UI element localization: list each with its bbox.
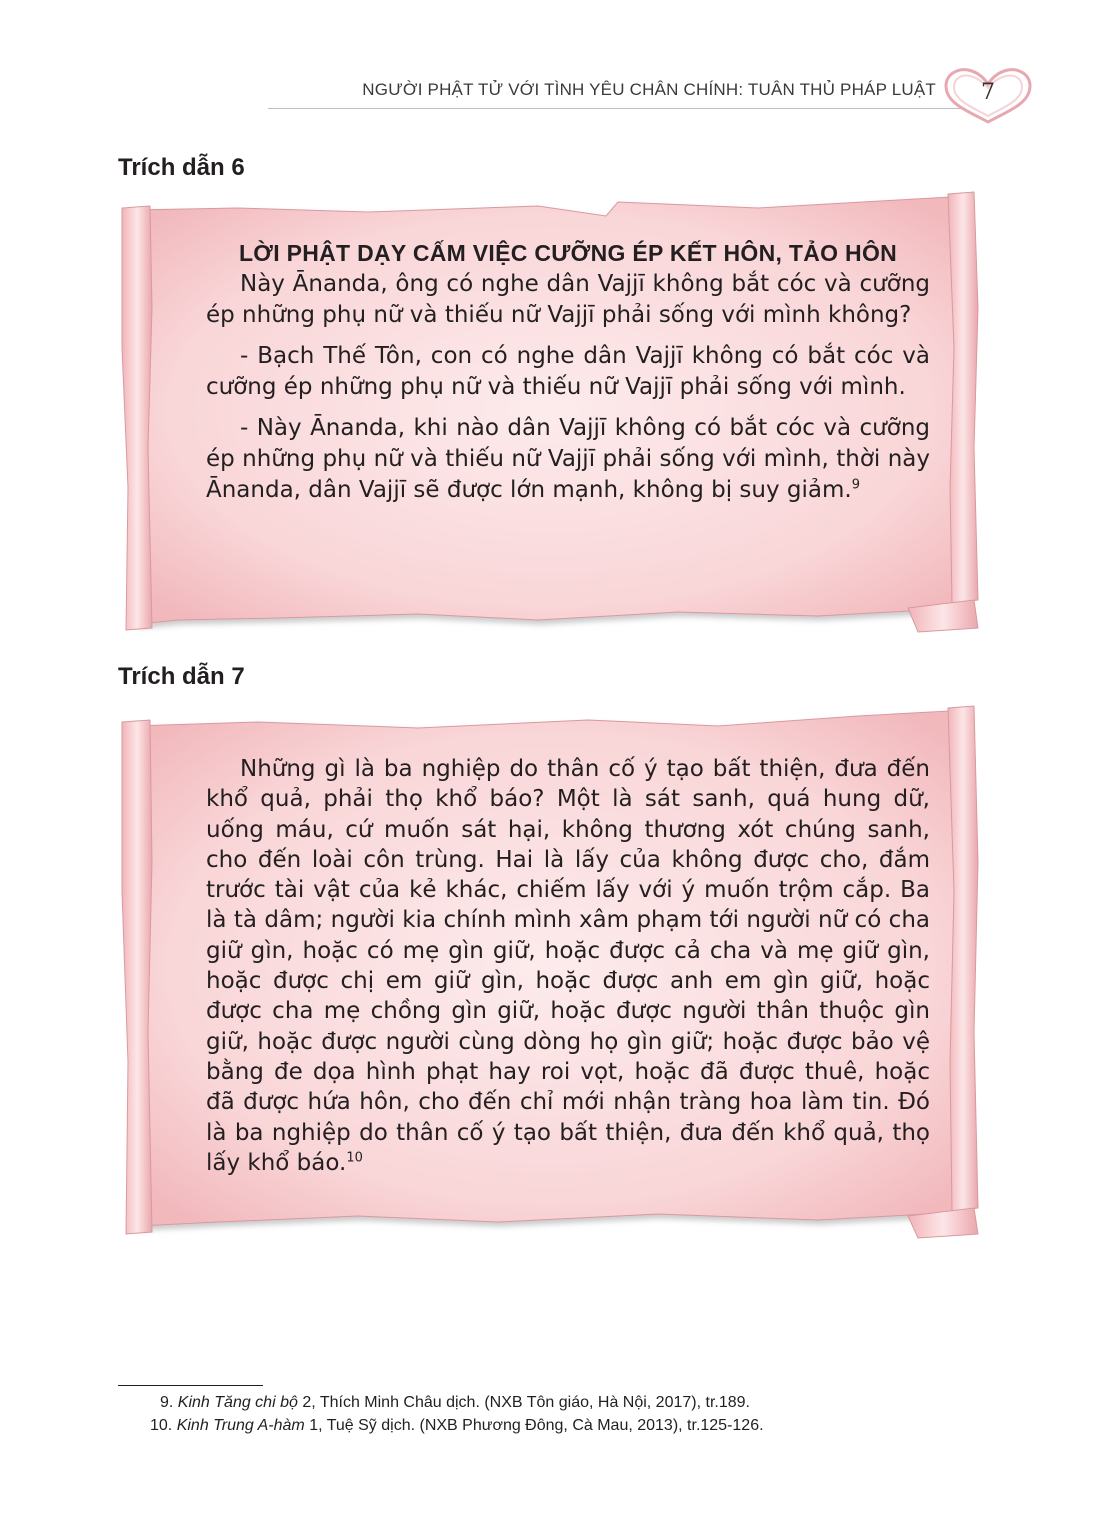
quote-6-title: LỜI PHẬT DẠY CẤM VIỆC CƯỠNG ÉP KẾT HÔN, TẢO HÔN (238, 240, 898, 266)
quote-7-paragraph (206, 754, 930, 1178)
quote-7-text: Những gì là ba nghiệp do thân cố ý tạo bất thiện, đưa đến khổ quả, phải thọ khổ báo? Một là sát sanh, quá hung dữ, uống máu, cứ muốn sát hại, không thương xót chúng sanh, cho đến loài côn trùng. Hai là lấy của không được cho, đắm trước tài vật của kẻ khác, chiếm lấy với ý muốn trộm cắp. Ba là tà dâm; người kia chính mình xâm phạm tới người nữ có cha giữ gìn, hoặc có mẹ gìn giữ, hoặc được cả cha và mẹ giữ gìn, hoặc được chị em giữ gìn, hoặc được anh em gìn giữ, hoặc được cha mẹ chồng gìn giữ, hoặc được người thân thuộc gìn giữ, hoặc được người cùng dòng họ gìn giữ; hoặc được bảo vệ bằng đe dọa hình phạt hay roi vọt, hoặc đã được thuê, hoặc đã được hứa hôn, cho đến chỉ mới nhận tràng hoa làm tin. Đó là ba nghiệp do thân cố ý tạo bất thiện, đưa đến khổ quả, thọ lấy khổ báo. (206, 756, 930, 1176)
section-6-label: Trích dẫn 6 (118, 154, 245, 181)
quote-7-scroll (118, 702, 980, 1240)
footnote-9 (150, 1391, 764, 1414)
footnote-number: 10. (150, 1417, 173, 1434)
footnote-book-title: Kinh Trung A-hàm (176, 1417, 305, 1434)
footnote-detail: 2, Thích Minh Châu dịch. (NXB Tôn giáo, Hà Nội, 2017), tr.189. (297, 1394, 750, 1411)
quote-7-body (206, 754, 930, 1178)
quote-6-paragraph (206, 413, 930, 506)
footnote-book-title: Kinh Tăng chi bộ (177, 1394, 298, 1411)
footnote-ref-9[interactable]: 9 (851, 477, 860, 493)
footnote-detail: 1, Tuệ Sỹ dịch. (NXB Phương Đông, Cà Mau, 2013), tr.125-126. (304, 1417, 764, 1434)
footnote-10 (150, 1414, 764, 1437)
page-number: 7 (981, 80, 995, 105)
quote-6-paragraph: Này Ānanda, ông có nghe dân Vajjī không bắt cóc và cưỡng ép những phụ nữ và thiếu nữ Vajjī phải sống với mình không? (206, 271, 930, 328)
footnote-ref-10[interactable]: 10 (346, 1150, 363, 1166)
footnote-rule (118, 1385, 263, 1386)
quote-6-scroll (118, 188, 980, 636)
running-header-title: NGƯỜI PHẬT TỬ VỚI TÌNH YÊU CHÂN CHÍNH: TUÂN THỦ PHÁP LUẬT (362, 80, 936, 99)
footnotes (150, 1391, 764, 1437)
footnote-number: 9. (160, 1394, 174, 1411)
quote-6-body (206, 238, 930, 506)
quote-6-last-text: - Này Ānanda, khi nào dân Vajjī không có bắt cóc và cưỡng ép những phụ nữ và thiếu nữ Vajjī phải sống với mình, thời này Ānanda, dân Vajjī sẽ được lớn mạnh, không bị suy giảm. (206, 415, 930, 503)
section-7-label: Trích dẫn 7 (118, 663, 245, 690)
header-rule (268, 108, 968, 109)
quote-6-paragraph: - Bạch Thế Tôn, con có nghe dân Vajjī không có bắt cóc và cưỡng ép những phụ nữ và thiếu nữ Vajjī phải sống với mình. (206, 343, 930, 400)
